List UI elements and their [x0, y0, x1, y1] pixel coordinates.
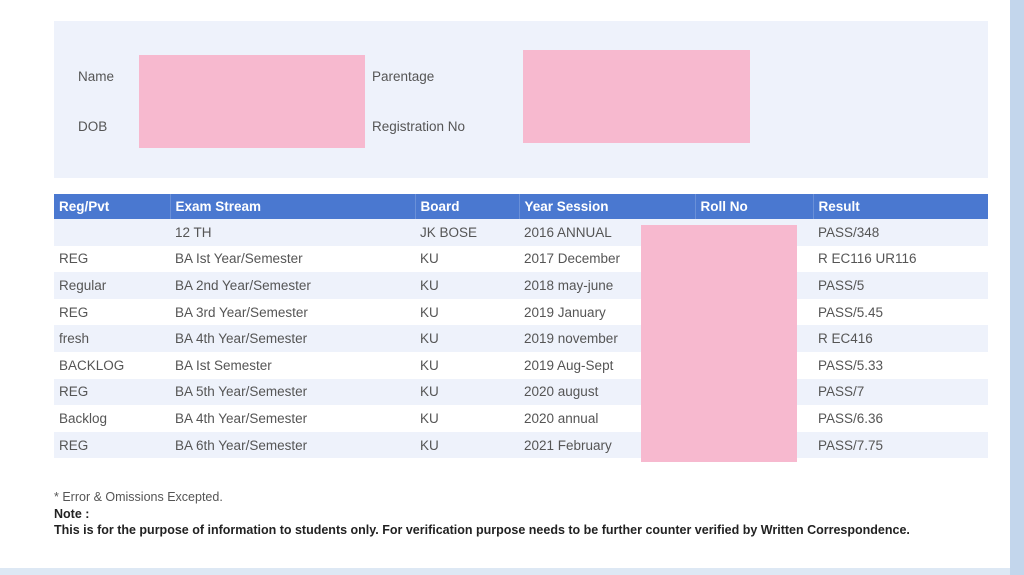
cell-board: KU [415, 272, 519, 299]
eoe-disclaimer: * Error & Omissions Excepted. [54, 490, 223, 504]
table-row [54, 325, 988, 352]
table-row [54, 379, 988, 406]
dob-label: DOB [78, 119, 108, 134]
cell-year-session: 2016 ANNUAL [519, 219, 695, 246]
cell-exam-stream: BA Ist Semester [170, 352, 415, 379]
cell-exam-stream: BA 2nd Year/Semester [170, 272, 415, 299]
cell-reg-pvt: REG [54, 299, 170, 326]
cell-year-session: 2020 august [519, 379, 695, 406]
cell-year-session: 2018 may-june [519, 272, 695, 299]
cell-exam-stream: BA 3rd Year/Semester [170, 299, 415, 326]
header-board: Board [415, 194, 519, 219]
redacted-name-dob [139, 55, 365, 148]
cell-result: PASS/348 [813, 219, 988, 246]
cell-reg-pvt: REG [54, 432, 170, 459]
cell-board: KU [415, 299, 519, 326]
cell-board: KU [415, 432, 519, 459]
cell-exam-stream: BA 4th Year/Semester [170, 325, 415, 352]
right-edge-strip [1010, 0, 1024, 575]
cell-board: KU [415, 379, 519, 406]
cell-result: PASS/5 [813, 272, 988, 299]
cell-reg-pvt: REG [54, 379, 170, 406]
cell-board: KU [415, 352, 519, 379]
header-roll-no: Roll No [695, 194, 813, 219]
cell-exam-stream: BA Ist Year/Semester [170, 246, 415, 273]
table-row [54, 272, 988, 299]
table-row [54, 219, 988, 246]
cell-reg-pvt: Backlog [54, 405, 170, 432]
redacted-roll-numbers [641, 225, 797, 462]
cell-result: PASS/7 [813, 379, 988, 406]
cell-reg-pvt: REG [54, 246, 170, 273]
header-exam-stream: Exam Stream [170, 194, 415, 219]
cell-year-session: 2019 January [519, 299, 695, 326]
cell-result: R EC416 [813, 325, 988, 352]
table-row [54, 432, 988, 459]
header-result: Result [813, 194, 988, 219]
cell-reg-pvt: Regular [54, 272, 170, 299]
results-table [54, 194, 988, 458]
cell-year-session: 2019 Aug-Sept [519, 352, 695, 379]
cell-board: JK BOSE [415, 219, 519, 246]
registration-no-label: Registration No [372, 119, 466, 134]
cell-reg-pvt: fresh [54, 325, 170, 352]
cell-exam-stream: BA 6th Year/Semester [170, 432, 415, 459]
cell-result: PASS/7.75 [813, 432, 988, 459]
cell-reg-pvt [54, 219, 170, 246]
name-label: Name [78, 69, 115, 84]
note-text: This is for the purpose of information to students only. For verification purpose needs to be further counter verified by Written Correspondence. [54, 523, 910, 537]
cell-board: KU [415, 405, 519, 432]
note-title: Note : [54, 506, 90, 521]
cell-reg-pvt: BACKLOG [54, 352, 170, 379]
cell-board: KU [415, 246, 519, 273]
parentage-label: Parentage [372, 69, 435, 84]
redacted-parentage-registration [523, 50, 750, 143]
cell-board: KU [415, 325, 519, 352]
bottom-edge-band [0, 568, 1010, 575]
cell-result: PASS/5.45 [813, 299, 988, 326]
table-row [54, 299, 988, 326]
cell-result: PASS/6.36 [813, 405, 988, 432]
header-reg-pvt: Reg/Pvt [54, 194, 170, 219]
table-row [54, 405, 988, 432]
table-row [54, 246, 988, 273]
table-header-row [54, 194, 988, 219]
table-row [54, 352, 988, 379]
cell-exam-stream: 12 TH [170, 219, 415, 246]
cell-result: R EC116 UR116 [813, 246, 988, 273]
cell-exam-stream: BA 5th Year/Semester [170, 379, 415, 406]
footer-notes [54, 489, 1004, 539]
cell-year-session: 2021 February [519, 432, 695, 459]
header-year-session: Year Session [519, 194, 695, 219]
cell-result: PASS/5.33 [813, 352, 988, 379]
cell-year-session: 2020 annual [519, 405, 695, 432]
cell-exam-stream: BA 4th Year/Semester [170, 405, 415, 432]
cell-year-session: 2019 november [519, 325, 695, 352]
cell-year-session: 2017 December [519, 246, 695, 273]
